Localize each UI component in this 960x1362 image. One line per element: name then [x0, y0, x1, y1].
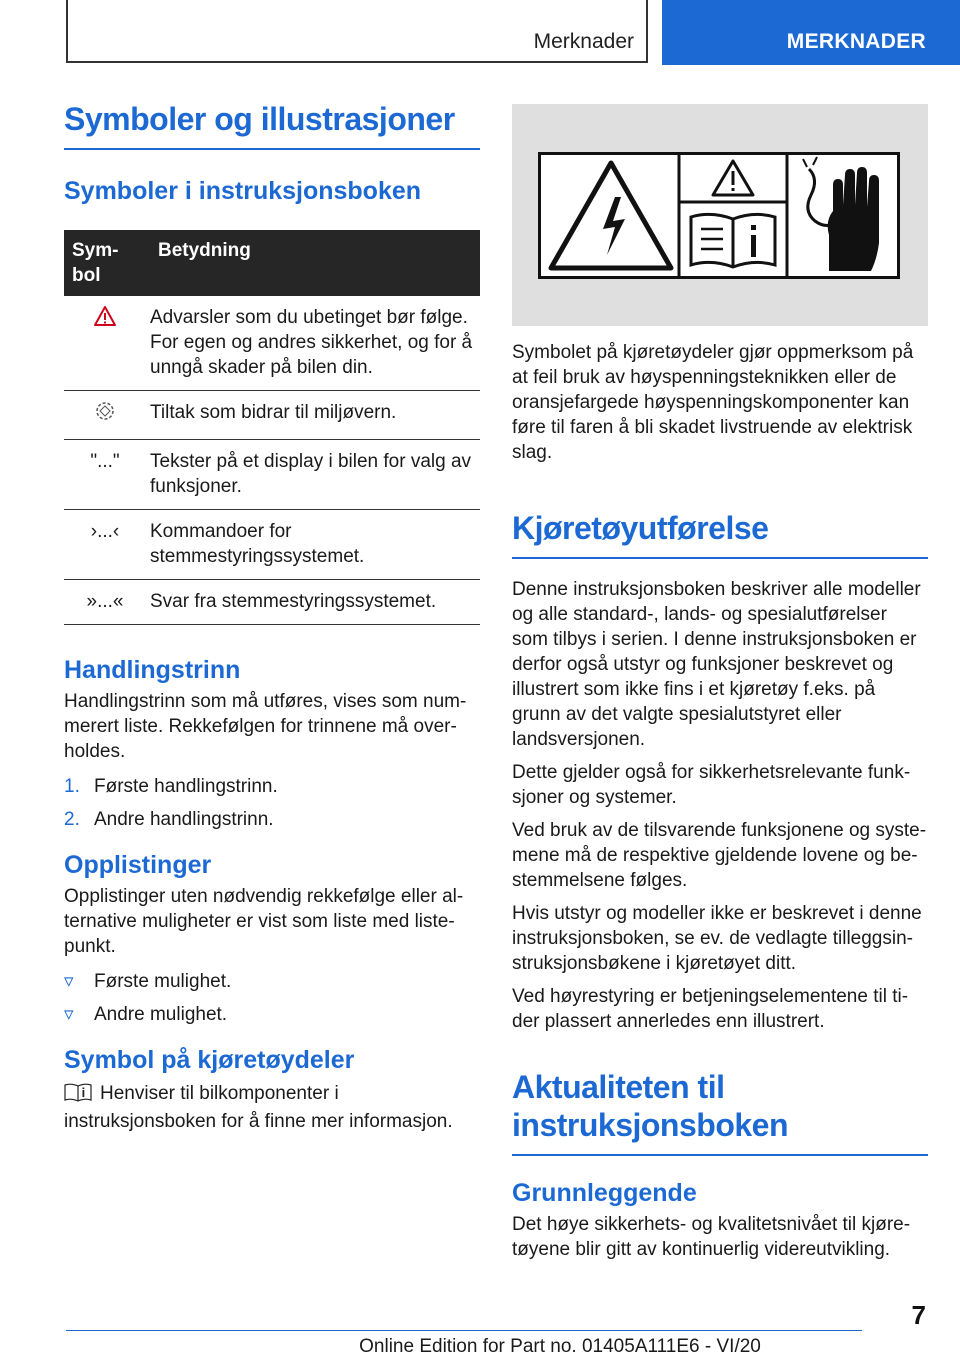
equipment-paragraph: Denne instruksjonsboken beskriver alle modeller og alle standard-, lands- og spesialutførelser som tilbys i serien. I denne instruksjonsboken er derfor også utstyr og funksjoner beskrevet og illustrert som ikke fins i et kjøretøy f.eks. på grunn av det valgte spesialutstyret eller landsversjonen. — [512, 579, 921, 750]
step-number: 1. — [64, 776, 80, 797]
edition-text: Online Edition for Part no. 01405A111E6 - VI/20 — [359, 1336, 761, 1357]
table-row — [64, 440, 480, 510]
list-item — [64, 774, 480, 799]
vehicle-symbol-text: Henviser til bilkomponenter i instruksjonsboken for å finne mer informasjon. — [64, 1083, 453, 1132]
table-row — [64, 580, 480, 625]
table-cell-meaning: Tiltak som bidrar til miljøvern. — [150, 391, 480, 440]
environment-icon — [94, 406, 116, 427]
symbols-table — [64, 230, 480, 625]
list-item — [64, 969, 480, 994]
high-voltage-warning-image — [512, 104, 928, 326]
footer-divider — [66, 1330, 862, 1331]
table-cell-meaning: Svar fra stemmestyringssystemet. — [150, 580, 480, 625]
table-cell-meaning: Tekster på et display i bilen for valg av funksjoner. — [150, 440, 480, 510]
table-cell-meaning: Kommandoer for stemmestyringssystemet. — [150, 510, 480, 580]
triangle-bullet-icon: ▿ — [64, 971, 74, 992]
header-chapter-label: MERKNADER — [786, 30, 926, 53]
table-cell-symbol: ›...‹ — [64, 510, 150, 580]
image-caption: Symbolet på kjøretøydeler gjør oppmerksom på at feil bruk av høyspenningsteknikken eller de oransjefargede høyspenningskomponenter kan føre til faren å bli skadet livstruende av elektrisk slag. — [512, 342, 914, 463]
table-header-symbol: Sym- bol — [64, 230, 150, 296]
vehicle-symbol-heading: Symbol på kjøretøydeler — [64, 1046, 355, 1074]
warning-sign — [538, 152, 900, 279]
bullet-text: Andre mulighet. — [94, 1004, 228, 1025]
bullet-list — [64, 969, 480, 1027]
list-item — [64, 807, 480, 832]
table-cell-symbol: "..." — [64, 440, 150, 510]
header-chapter-tab — [662, 0, 960, 65]
equipment-paragraph: Ved bruk av de tilsvarende funksjonene og systemene må de respektive gjeldende lovene og bestemmelsene følges. — [512, 820, 927, 891]
page-title: Symboler og illustrasjoner — [64, 100, 480, 150]
warning-icon — [93, 311, 117, 332]
equipment-title: Kjøretøyutførelse — [512, 509, 928, 559]
equipment-paragraph: Ved høyrestyring er betjeningselementene til tider plassert annerledes enn illustrert. — [512, 986, 909, 1032]
step-text: Andre handlingstrinn. — [94, 809, 274, 830]
table-row — [64, 296, 480, 391]
table-cell-symbol — [64, 296, 150, 391]
steps-description: Handlingstrinn som må utføres, vises som nummerert liste. Rekkefølgen for trinnene må overholdes. — [64, 691, 467, 762]
equipment-paragraph: Hvis utstyr og modeller ikke er beskrevet i denne instruksjonsboken, se ev. de vedlagte tilleggsinstruksjonsbøkene i kjøretøyet ditt. — [512, 903, 922, 974]
header-section-tab — [66, 0, 648, 63]
list-item — [64, 1002, 480, 1027]
right-column — [512, 104, 928, 1262]
steps-list — [64, 774, 480, 832]
table-header-meaning: Betydning — [150, 230, 480, 296]
equipment-body — [512, 577, 928, 1034]
triangle-bullet-icon: ▿ — [64, 1004, 74, 1025]
step-text: Første handlingstrinn. — [94, 776, 278, 797]
equipment-paragraph: Dette gjelder også for sikkerhetsrelevante funksjoner og systemer. — [512, 762, 911, 808]
basics-heading: Grunnleggende — [512, 1179, 697, 1207]
step-number: 2. — [64, 809, 80, 830]
manual-book-icon — [64, 1082, 92, 1109]
table-cell-meaning: Advarsler som du ubetinget bør følge. For egen og andres sikkerhet, og for å unngå skader på bilen din. — [150, 296, 480, 391]
lists-description: Opplistinger uten nødvendig rekkefølge eller alternative muligheter er vist som liste med listepunkt. — [64, 886, 464, 957]
vehicle-symbol-text-wrap — [64, 1081, 480, 1134]
basics-text: Det høye sikkerhets- og kvalitetsnivået til kjøretøyene blir gitt av kontinuerlig videreutvikling. — [512, 1214, 911, 1260]
manual-currency-title: Aktualiteten til instruksjonsboken — [512, 1068, 928, 1156]
page-number: 7 — [911, 1300, 926, 1330]
table-cell-symbol — [64, 391, 150, 440]
bullet-text: Første mulighet. — [94, 971, 232, 992]
symbols-heading: Symboler i instruksjonsboken — [64, 177, 422, 205]
table-row — [64, 391, 480, 440]
table-header-row — [64, 230, 480, 296]
lists-heading: Opplistinger — [64, 851, 212, 879]
left-column — [64, 100, 480, 1134]
header-section-label: Merknader — [533, 30, 634, 53]
table-cell-symbol: »...« — [64, 580, 150, 625]
table-row — [64, 510, 480, 580]
steps-heading: Handlingstrinn — [64, 656, 241, 684]
